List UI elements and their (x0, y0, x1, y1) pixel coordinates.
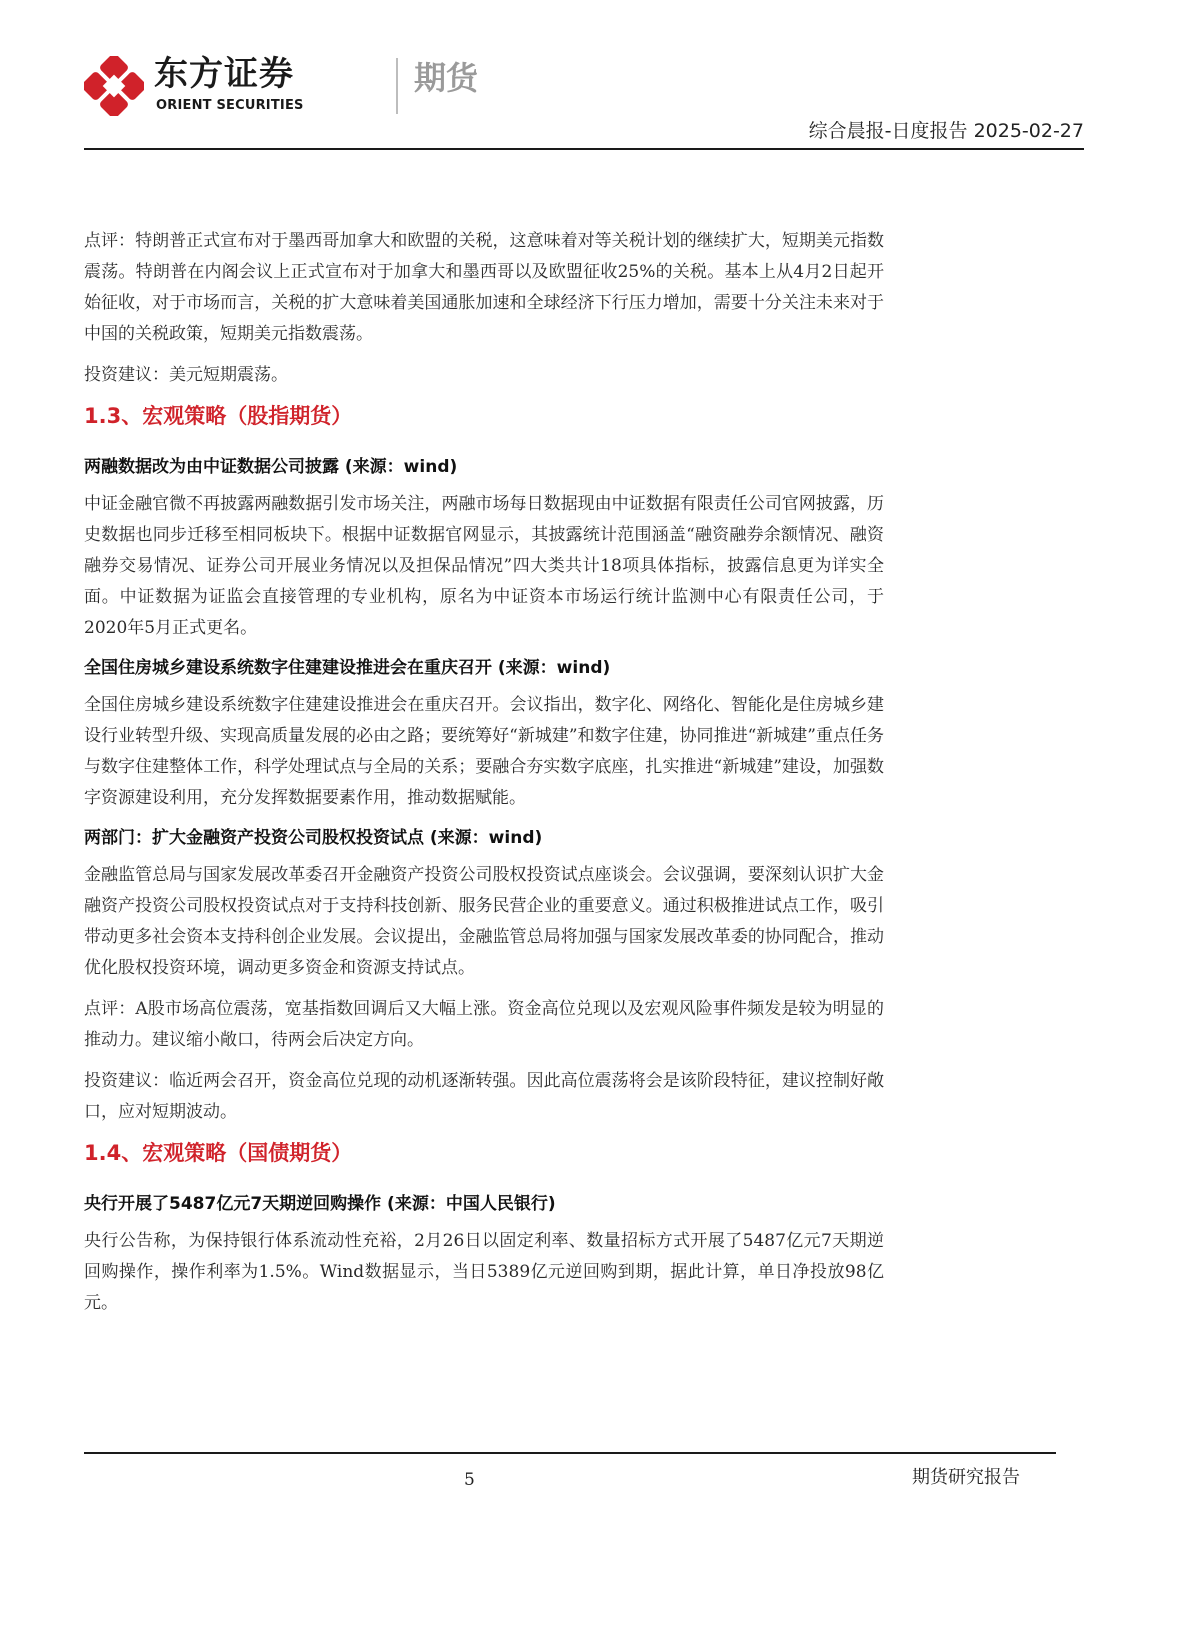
brand-name-cn: 东方证券 (154, 54, 294, 94)
report-info: 综合晨报-日度报告 2025-02-27 (808, 120, 1084, 142)
brand-name-en: ORIENT SECURITIES (156, 98, 304, 113)
brand-subtitle: 期货 (414, 59, 479, 97)
news-title: 两部门：扩大金融资产投资公司股权投资试点 (来源：wind) (84, 828, 543, 848)
document-body (84, 226, 884, 1329)
news-body: 中证金融官微不再披露两融数据引发市场关注，两融市场每日数据现由中证数据有限责任公司官网披露，历史数据也同步迁移至相同板块下。根据中证数据官网显示，其披露统计范围涵盖“融资融券余额情况、融资融券交易情况、证券公司开展业务情况以及担保品情况”四大类共计18项具体指标，披露信息更为详实全面。中证数据为证监会直接管理的专业机构，原名为中证资本市场运行统计监测中心有限责任公司，于2020年5月正式更名。 (84, 494, 884, 638)
page-number: 5 (464, 1470, 475, 1490)
news-body: 金融监管总局与国家发展改革委召开金融资产投资公司股权投资试点座谈会。会议强调，要深刻认识扩大金融资产投资公司股权投资试点对于支持科技创新、服务民营企业的重要意义。通过积极推进试点工作，吸引带动更多社会资本支持科创企业发展。会议提出，金融监管总局将加强与国家发展改革委的协同配合，推动优化股权投资环境，调动更多资金和资源支持试点。 (84, 865, 884, 978)
investment-advice: 投资建议：美元短期震荡。 (84, 365, 288, 385)
header-rule (84, 148, 1084, 150)
commentary-paragraph: 点评：A股市场高位震荡，宽基指数回调后又大幅上涨。资金高位兑现以及宏观风险事件频发是较为明显的推动力。建议缩小敞口，待两会后决定方向。 (84, 999, 884, 1050)
logo-divider (396, 58, 398, 114)
footer-label: 期货研究报告 (912, 1467, 1020, 1488)
orient-logo-icon (84, 56, 144, 116)
news-body: 央行公告称，为保持银行体系流动性充裕，2月26日以固定利率、数量招标方式开展了5487亿元7天期逆回购操作，操作利率为1.5%。Wind数据显示，当日5389亿元逆回购到期，据此计算，单日净投放98亿元。 (84, 1231, 884, 1313)
news-title: 两融数据改为由中证数据公司披露 (来源：wind) (84, 457, 458, 477)
news-body: 全国住房城乡建设系统数字住建建设推进会在重庆召开。会议指出，数字化、网络化、智能化是住房城乡建设行业转型升级、实现高质量发展的必由之路；要统筹好“新城建”和数字住建，协同推进“新城建”重点任务与数字住建整体工作，科学处理试点与全局的关系；要融合夯实数字底座，扎实推进“新城建”建设，加强数字资源建设利用，充分发挥数据要素作用，推动数据赋能。 (84, 695, 884, 808)
footer-rule (84, 1452, 1056, 1454)
section-heading-1-4: 1.4、宏观策略（国债期货） (84, 1141, 353, 1165)
news-title: 央行开展了5487亿元7天期逆回购操作 (来源：中国人民银行) (84, 1194, 556, 1214)
section-heading-1-3: 1.3、宏观策略（股指期货） (84, 404, 353, 428)
news-title: 全国住房城乡建设系统数字住建建设推进会在重庆召开 (来源：wind) (84, 658, 611, 678)
page-header (84, 40, 1084, 150)
commentary-paragraph: 点评：特朗普正式宣布对于墨西哥加拿大和欧盟的关税，这意味着对等关税计划的继续扩大，短期美元指数震荡。特朗普在内阁会议上正式宣布对于加拿大和墨西哥以及欧盟征收25%的关税。基本上从4月2日起开始征收，对于市场而言，关税的扩大意味着美国通胀加速和全球经济下行压力增加，需要十分关注未来对于中国的关税政策，短期美元指数震荡。 (84, 231, 884, 344)
investment-advice: 投资建议：临近两会召开，资金高位兑现的动机逐渐转强。因此高位震荡将会是该阶段特征，建议控制好敞口，应对短期波动。 (84, 1071, 884, 1122)
